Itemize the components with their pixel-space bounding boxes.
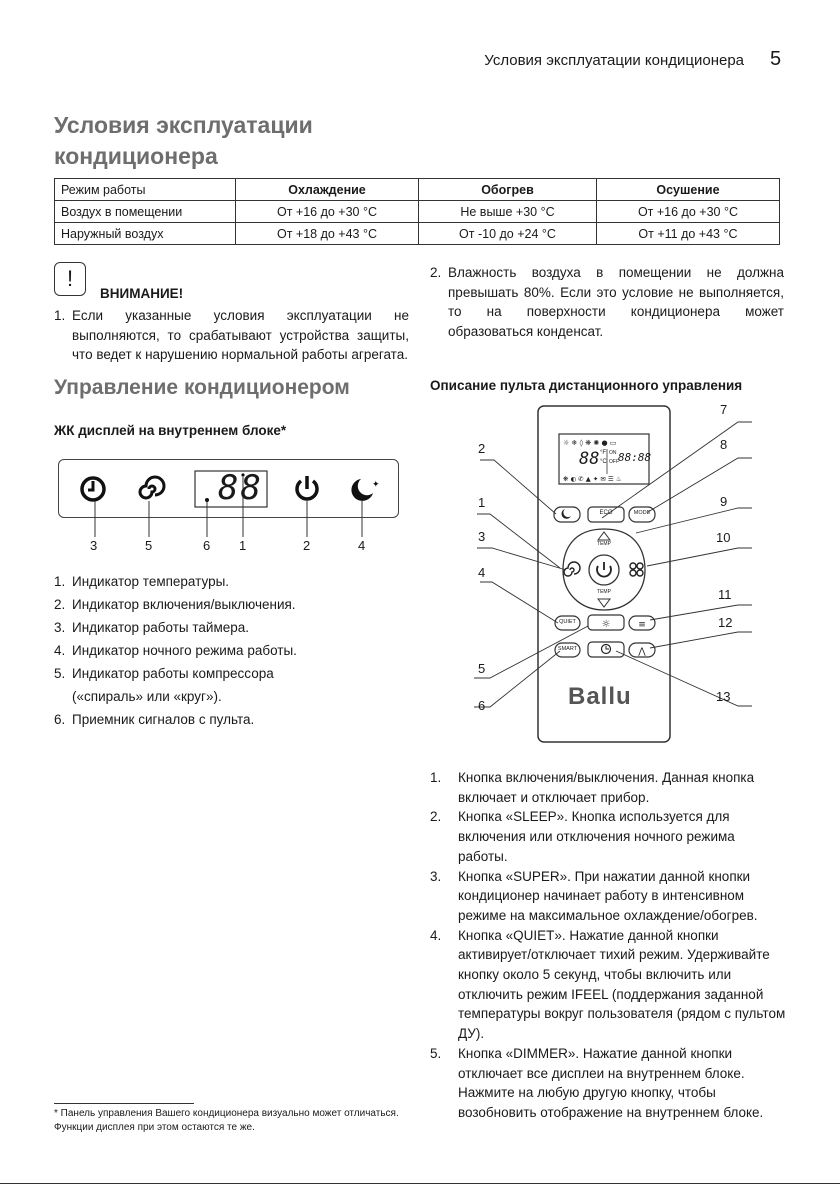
display-callout: 4 xyxy=(358,538,366,553)
dimmer-icon: ☼ xyxy=(601,619,611,630)
table-row xyxy=(55,201,780,223)
remote-lcd-unit-c: °C xyxy=(600,459,607,465)
display-callout: 3 xyxy=(90,538,98,553)
table-row xyxy=(55,223,780,245)
temp-down-label: TEMP xyxy=(597,589,611,595)
signal-receiver-dot xyxy=(205,498,209,502)
remote-callout: 13 xyxy=(716,689,731,704)
timer-icon xyxy=(82,478,104,500)
footnote-rule xyxy=(54,1103,194,1104)
table-header-cell: Обогрев xyxy=(419,179,597,201)
conditions-table xyxy=(54,178,780,245)
list-item: 5. Индикатор работы компрессора («спираль» или «круг»). xyxy=(54,666,274,704)
display-callout: 2 xyxy=(303,538,311,553)
remote-lcd-status-icons: ❋ ◐ ✆ ▲ ✦ ✉ ☰ ♨ xyxy=(563,475,622,483)
display-callout: 1 xyxy=(239,538,247,553)
remote-callout: 7 xyxy=(720,402,728,417)
list-item: 3. Индикатор работы таймера. xyxy=(54,620,250,635)
list-item: 4. Кнопка «QUIET». Нажатие данной кнопки активирует/отключает тихий режим. Удерживайте кнопку около 5 секунд, чтобы включить или отключить режим IFEEL (поддержания заданной температуры вокруг пользователя (рядом с пультом ДУ). xyxy=(430,927,786,1042)
smart-button-label: SMART xyxy=(557,646,578,652)
list-number: 1. xyxy=(54,308,66,323)
remote-callout: 5 xyxy=(478,661,486,676)
table-cell: Наружный воздух xyxy=(55,223,236,245)
list-item: 3. Кнопка «SUPER». При нажатии данной кнопки кондиционер начинает работу в интенсивном режиме на максимальное охлаждение/обогрев. xyxy=(430,868,758,923)
remote-callout: 2 xyxy=(478,441,486,456)
remote-callout: 9 xyxy=(720,494,728,509)
table-cell: Воздух в помещении xyxy=(55,201,236,223)
remote-lcd-unit-f: °F xyxy=(600,450,607,456)
list-item: 1. Индикатор температуры. xyxy=(54,574,230,589)
mode-button-label: MODE xyxy=(633,510,651,516)
remote-lcd-time: 88:88 xyxy=(618,451,652,464)
table-header-cell: Охлаждение xyxy=(236,179,419,201)
remote-callout: 1 xyxy=(478,495,486,510)
display-digits: 88 xyxy=(218,468,263,508)
remote-callout: 3 xyxy=(478,529,486,544)
remote-callout: 11 xyxy=(718,587,732,602)
power-icon xyxy=(297,476,317,499)
table-cell: От +16 до +30 °С xyxy=(236,201,419,223)
section-title-conditions: Условия эксплуатации кондиционера xyxy=(54,112,313,169)
remote-buttons-list xyxy=(430,768,786,1123)
remote-subtitle: Описание пульта дистанционного управления xyxy=(430,378,743,393)
remote-lcd-mode-icons: ☼ ❄ ◊ ❋ ✺ ● ▭ xyxy=(563,439,617,447)
lcd-subtitle: ЖК дисплей на внутреннем блоке* xyxy=(54,423,287,438)
clean-icon: ⋀ xyxy=(638,647,646,657)
table-header-row xyxy=(55,179,780,201)
warning-icon: ! xyxy=(54,262,86,296)
list-item: 1. Кнопка включения/выключения. Данная кнопка включает и отключает прибор. xyxy=(430,770,755,805)
table-header-cell: Осушение xyxy=(596,179,779,201)
warning-note-2 xyxy=(430,263,784,341)
remote-callout: 4 xyxy=(478,565,486,580)
warning-title: ВНИМАНИЕ! xyxy=(100,286,184,301)
warning-note-1 xyxy=(54,306,409,365)
list-number: 2. xyxy=(430,265,442,280)
quiet-button-label: QUIET xyxy=(559,619,576,625)
swing-icon: ≡ xyxy=(638,620,646,630)
list-item: 5. Кнопка «DIMMER». Нажатие данной кнопки отключает все дисплеи на внутреннем блоке. Нажмите на любую другую кнопку, чтобы возобновить отображение на внутреннем блоке. xyxy=(430,1045,764,1120)
list-item: 6. Приемник сигналов с пульта. xyxy=(54,712,255,727)
remote-lcd-on: ON xyxy=(609,450,617,456)
table-header-cell: Режим работы xyxy=(55,179,236,201)
sleep-icon xyxy=(351,479,380,501)
spiral-icon xyxy=(140,477,164,498)
table-cell: От -10 до +24 °С xyxy=(419,223,597,245)
remote-lcd-off: OFF xyxy=(609,459,619,465)
section-title-control: Управление кондиционером xyxy=(54,376,350,399)
brand-logo: Ballu xyxy=(568,683,632,710)
eco-button-label: ECO xyxy=(599,510,613,516)
list-item: 2. Индикатор включения/выключения. xyxy=(54,597,296,612)
display-callout: 6 xyxy=(203,538,211,553)
remote-callout: 12 xyxy=(718,615,733,630)
svg-text:✦: ✦ xyxy=(372,480,380,490)
page-number: 5 xyxy=(770,48,782,70)
list-item: 4. Индикатор ночного режима работы. xyxy=(54,643,297,658)
remote-callout: 8 xyxy=(720,437,728,452)
table-cell: Не выше +30 °С xyxy=(419,201,597,223)
remote-lcd-digits: 88 xyxy=(579,449,600,469)
running-title: Условия эксплуатации кондиционера xyxy=(484,52,744,69)
table-cell: От +11 до +43 °С xyxy=(596,223,779,245)
temp-up-label: TEMP xyxy=(597,541,611,547)
list-item: 2. Кнопка «SLEEP». Кнопка используется для включения или отключения ночного режима работы. xyxy=(430,809,735,864)
table-cell: От +16 до +30 °С xyxy=(596,201,779,223)
page-bottom-rule xyxy=(0,1183,840,1184)
list-text: Влажность воздуха в помещении не должна превышать 80%. Если это условие не выполняется, то на поверхности кондиционера может образоваться конденсат. xyxy=(448,265,784,339)
sleep-button xyxy=(554,507,580,522)
footnote: * Панель управления Вашего кондиционера визуально может отличаться. Функции дисплея при этом остаются те же. xyxy=(54,1108,399,1133)
display-callout: 5 xyxy=(145,538,153,553)
remote-callout: 6 xyxy=(478,698,486,713)
remote-callout: 10 xyxy=(716,530,731,545)
indicator-list xyxy=(54,570,414,731)
list-text: Если указанные условия эксплуатации не выполняются, то срабатывают устройства защиты, что ведет к нарушению нормальной работы агрегата. xyxy=(72,308,409,362)
table-cell: От +18 до +43 °С xyxy=(236,223,419,245)
